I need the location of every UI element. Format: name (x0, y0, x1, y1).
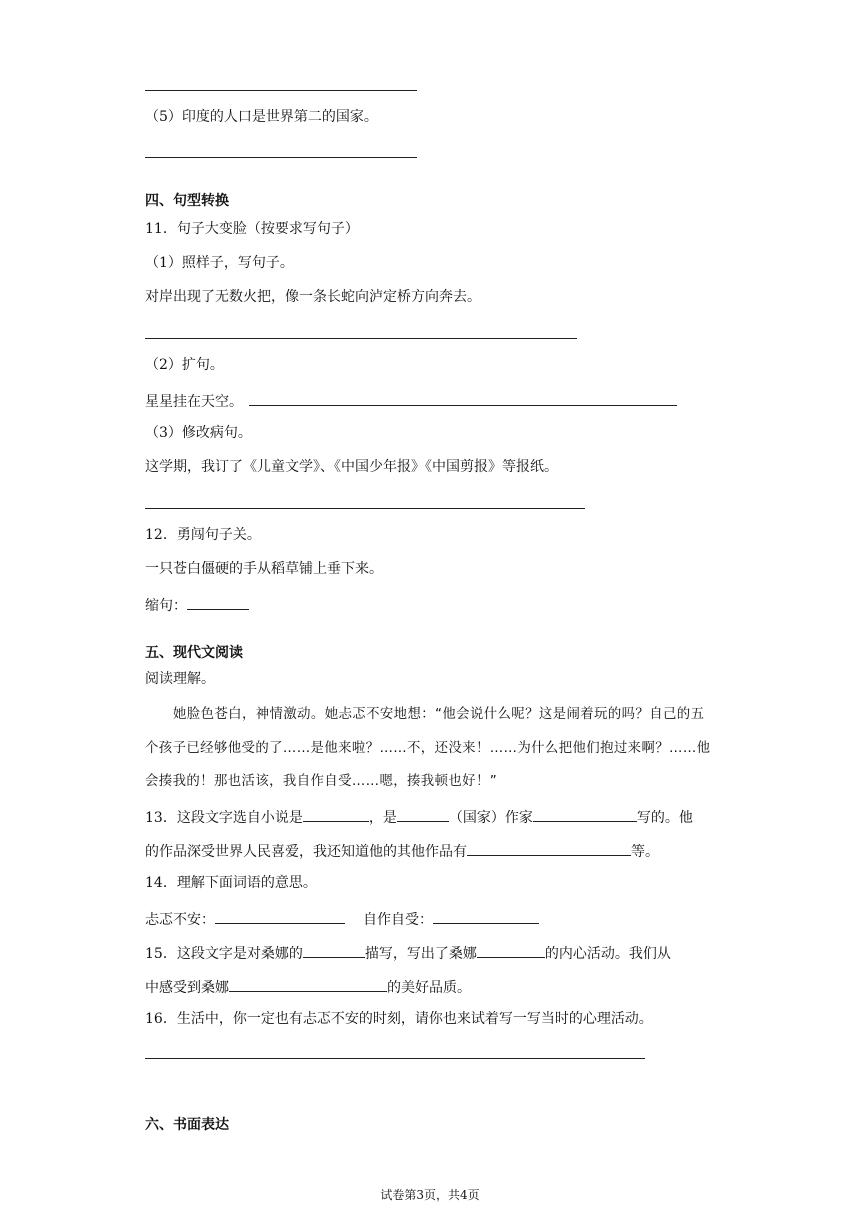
answer-line[interactable] (145, 508, 585, 509)
answer-blank[interactable] (215, 908, 345, 924)
answer-blank[interactable] (303, 806, 369, 822)
answer-blank[interactable] (249, 390, 677, 406)
q13-text: 13．这段文字选自小说是 (145, 810, 303, 826)
question-12-title: 12．勇闯句子关。 (145, 527, 261, 543)
section-heading: 五、现代文阅读 (145, 645, 243, 661)
section-heading: 六、书面表达 (145, 1117, 229, 1133)
q15-text: 中感受到桑娜 (145, 980, 229, 996)
q13-text: （国家）作家 (448, 810, 533, 826)
answer-line[interactable] (145, 1058, 645, 1059)
q13-text: ，是 (368, 810, 397, 826)
question-11-title: 11．句子大变脸（按要求写句子） (145, 221, 359, 237)
q13-text: 写的。他 (636, 810, 693, 826)
answer-blank[interactable] (229, 976, 387, 992)
page-footer: 试卷第3页，共4页 (380, 1188, 480, 1202)
q15-text: 的内心活动。我们从 (544, 946, 671, 962)
q15-text: 15．这段文字是对桑娜的 (145, 946, 303, 962)
q14-row (145, 908, 539, 929)
q13-text: 等。 (631, 844, 659, 860)
q12-sentence: 一只苍白僵硬的手从稻草铺上垂下来。 (145, 561, 383, 577)
answer-blank[interactable] (397, 806, 449, 822)
q11-part2-label: （2）扩句。 (145, 357, 224, 373)
q14-word2: 自作自受： (363, 912, 433, 928)
q14-word1: 忐忑不安： (145, 912, 215, 928)
answer-blank[interactable] (433, 908, 539, 924)
answer-line[interactable] (145, 90, 417, 91)
reading-intro: 阅读理解。 (145, 671, 215, 687)
q11-part3-label: （3）修改病句。 (145, 425, 252, 441)
answer-blank[interactable] (303, 942, 365, 958)
q11-part3-sentence: 这学期，我订了《儿童文学》、《中国少年报》《中国剪报》等报纸。 (145, 459, 558, 475)
reading-passage: 她脸色苍白，神情激动。她忐忑不安地想：“他会说什么呢？这是闹着玩的吗？自己的五个孩子已经够他受的了……是他来啦？……不，还没来！……为什么把他们抱过来啊？……他会揍我的！那也活该，我自作自受……嗯，揍我顿也好！” (145, 707, 711, 789)
q15-line2 (145, 976, 471, 997)
q15-line1 (145, 942, 671, 963)
q12-row (145, 594, 249, 615)
q13-line2 (145, 840, 659, 861)
question-14-title: 14．理解下面词语的意思。 (145, 875, 317, 891)
q10-item5: （5）印度的人口是世界第二的国家。 (145, 109, 378, 125)
answer-line[interactable] (145, 157, 417, 158)
answer-blank[interactable] (533, 806, 637, 822)
q15-text: 描写，写出了桑娜 (364, 946, 477, 962)
q11-part1-label: （1）照样子，写句子。 (145, 255, 294, 271)
answer-blank[interactable] (467, 840, 631, 856)
question-16-title: 16．生活中，你一定也有忐忑不安的时刻，请你也来试着写一写当时的心理活动。 (145, 1011, 653, 1027)
q13-text: 的作品深受世界人民喜爱，我还知道他的其他作品有 (145, 844, 467, 860)
q15-text: 的美好品质。 (387, 980, 471, 996)
section-heading: 四、句型转换 (145, 193, 229, 209)
q11-part1-example: 对岸出现了无数火把，像一条长蛇向泸定桥方向奔去。 (145, 289, 481, 305)
q11-part2-row (145, 390, 677, 411)
q13-line1 (145, 806, 693, 827)
answer-line[interactable] (145, 338, 577, 339)
answer-blank[interactable] (477, 942, 545, 958)
q11-part2-sentence: 星星挂在天空。 (145, 394, 243, 410)
answer-blank[interactable] (187, 594, 249, 610)
q12-prompt: 缩句： (145, 598, 187, 614)
